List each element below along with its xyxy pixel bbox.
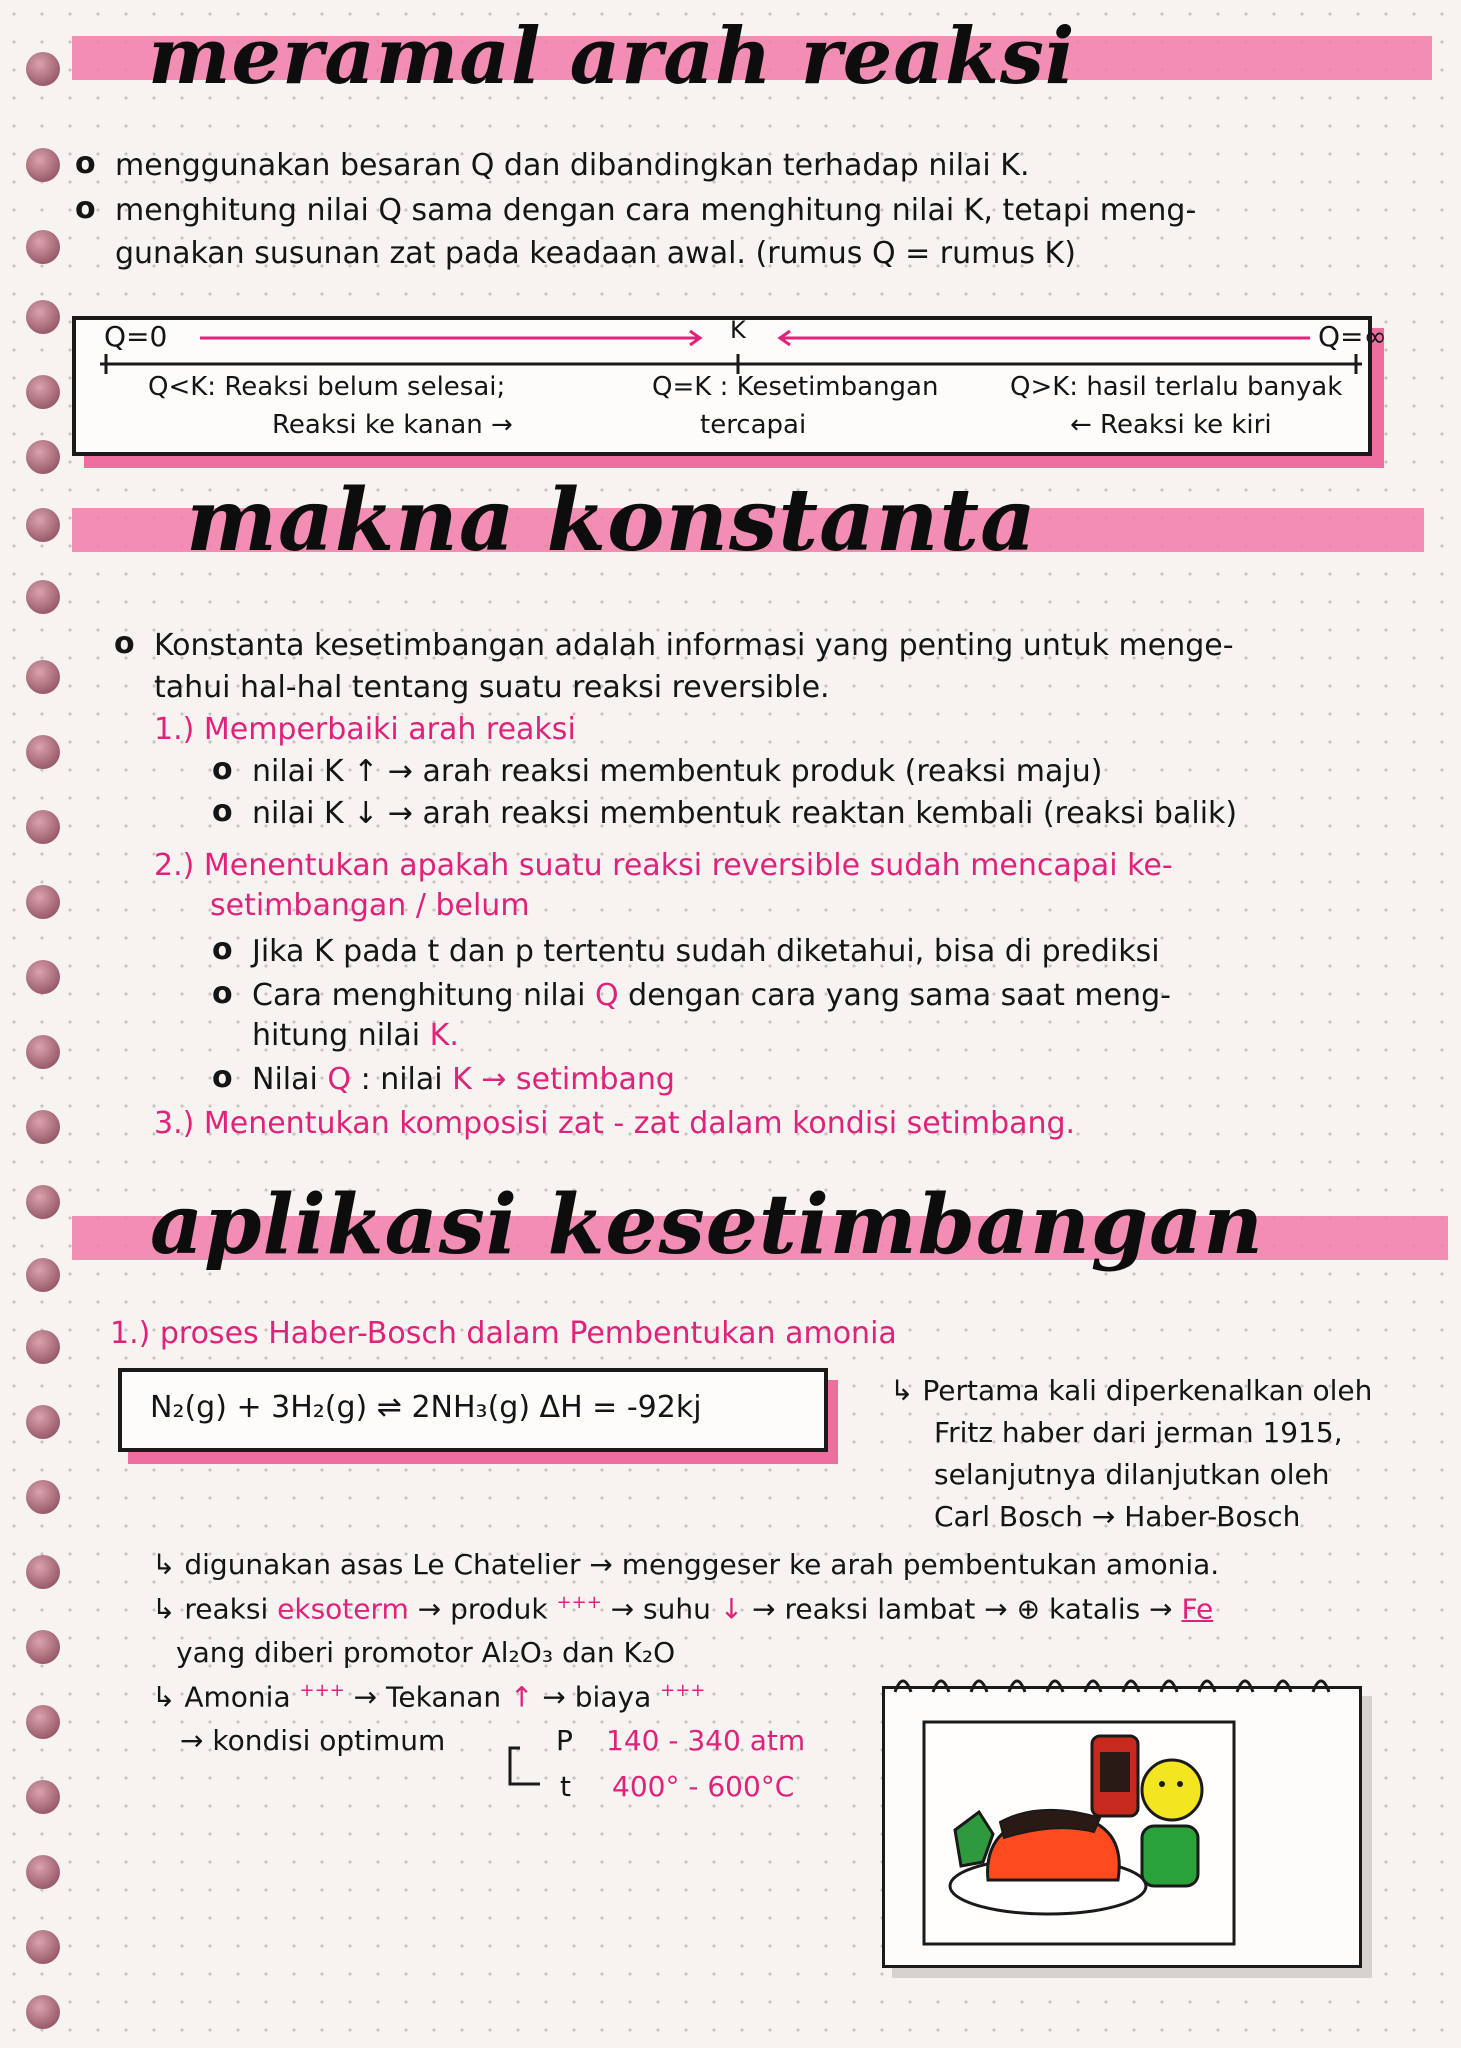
text-fragment: → suhu (610, 1592, 711, 1626)
condition-p-value: 140 - 340 atm (606, 1724, 806, 1757)
case-q-equal-k: Q=K : Kesetimbangan (652, 372, 939, 402)
optimum-line: → kondisi optimum (180, 1724, 446, 1757)
section-title-meramal: meramal arah reaksi (148, 11, 1076, 102)
text-fragment-fe: Fe (1181, 1592, 1214, 1626)
case-q-equal-k-result: tercapai (700, 410, 807, 440)
scale-label-mid: K (730, 316, 746, 344)
text-fragment-plus: +++ (299, 1680, 345, 1701)
text-fragment-plus: +++ (660, 1680, 706, 1701)
bullet-text: o menggunakan besaran Q dan dibandingkan terhadap nilai K. (115, 148, 1030, 184)
case-q-less-k: Q<K: Reaksi belum selesai; (148, 372, 506, 402)
case-q-greater-k-direction: ← Reaksi ke kiri (1070, 410, 1272, 440)
section-title-aplikasi: aplikasi kesetimbangan (150, 1177, 1264, 1273)
haber-equation: N₂(g) + 3H₂(g) ⇌ 2NH₃(g) ΔH = -92kj (150, 1390, 702, 1425)
point-3-heading: 3.) Menentukan komposisi zat - zat dalam kondisi setimbang. (154, 1106, 1076, 1141)
case-q-less-k-direction: Reaksi ke kanan → (272, 410, 513, 440)
history-note: selanjutnya dilanjutkan oleh (934, 1458, 1330, 1491)
text-fragment-plus: +++ (556, 1592, 602, 1613)
application-heading: 1.) proses Haber-Bosch dalam Pembentukan amonia (110, 1316, 897, 1351)
text-fragment: → biaya (542, 1680, 652, 1714)
text-fragment: : nilai (360, 1062, 443, 1097)
text-fragment: → reaksi lambat → ⊕ katalis → (752, 1592, 1173, 1626)
text-fragment-down: ↓ (719, 1592, 744, 1626)
text-fragment-up: ↑ (510, 1680, 534, 1714)
condition-t-label: t (560, 1770, 571, 1803)
text-fragment-k: K → setimbang (452, 1062, 675, 1097)
text-fragment: → Tekanan (353, 1680, 502, 1714)
bullet-text-continued: gunakan susunan zat pada keadaan awal. (rumus Q = rumus K) (115, 236, 1076, 271)
text-fragment-q: Q (327, 1062, 352, 1097)
condition-p-label: P (556, 1724, 573, 1757)
intro-text-continued: tahui hal-hal tentang suatu reaksi reversible. (154, 670, 830, 705)
condition-t-value: 400° - 600°C (612, 1770, 795, 1803)
text-fragment: ↳ reaksi (152, 1592, 269, 1626)
case-q-greater-k: Q>K: hasil terlalu banyak (1010, 372, 1343, 402)
point-1-item: o nilai K ↓ → arah reaksi membentuk reaktan kembali (reaksi balik) (252, 796, 1237, 832)
bullet-text: o menghitung nilai Q sama dengan cara menghitung nilai K, tetapi meng- (115, 193, 1196, 229)
text-fragment: dengan cara yang sama saat meng- (628, 978, 1171, 1013)
history-note: Fritz haber dari jerman 1915, (934, 1416, 1343, 1449)
text-fragment-k: K. (429, 1018, 459, 1053)
history-note: ↳ Pertama kali diperkenalkan oleh (890, 1374, 1373, 1407)
history-note: Carl Bosch → Haber-Bosch (934, 1500, 1301, 1533)
point-2-heading-continued: setimbangan / belum (210, 888, 530, 923)
scale-label-left: Q=0 (104, 320, 168, 353)
point-1-item: o nilai K ↑ → arah reaksi membentuk produk (reaksi maju) (252, 754, 1102, 790)
text-fragment: Nilai (252, 1062, 318, 1097)
promotor-line: yang diberi promotor Al₂O₃ dan K₂O (176, 1636, 676, 1669)
text-fragment: ↳ Amonia (152, 1680, 291, 1714)
text-fragment: hitung nilai (252, 1018, 421, 1053)
text-fragment-exoterm: eksoterm (277, 1592, 409, 1626)
section-title-makna: makna konstanta (186, 470, 1037, 571)
point-2-heading: 2.) Menentukan apakah suatu reaksi reversible sudah mencapai ke- (154, 848, 1173, 883)
text-fragment: Cara menghitung nilai (252, 978, 586, 1013)
text-fragment-q: Q (595, 978, 619, 1013)
point-2-item: o Jika K pada t dan p tertentu sudah diketahui, bisa di prediksi (252, 934, 1160, 970)
intro-text: o Konstanta kesetimbangan adalah informasi yang penting untuk menge- (154, 628, 1234, 664)
le-chatelier-line: ↳ digunakan asas Le Chatelier → menggeser ke arah pembentukan amonia. (152, 1548, 1220, 1581)
point-1-heading: 1.) Memperbaiki arah reaksi (154, 712, 576, 747)
text-fragment: → produk (417, 1592, 548, 1626)
scale-label-right: Q=∞ (1318, 320, 1387, 353)
